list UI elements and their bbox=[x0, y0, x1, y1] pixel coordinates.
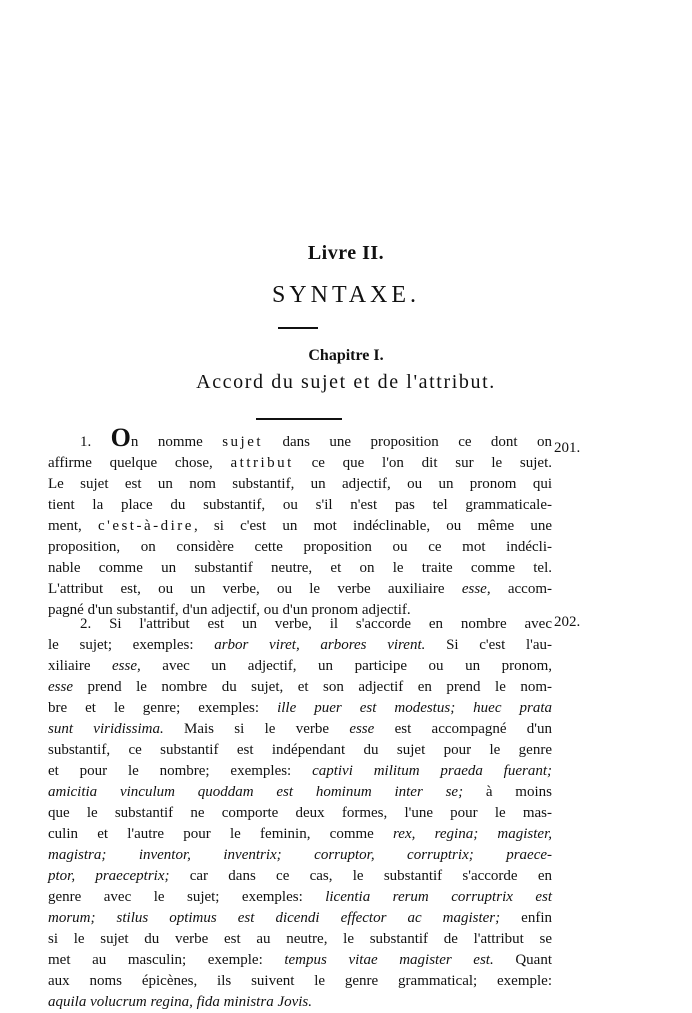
text-run: Si c'est l'au- bbox=[425, 637, 552, 653]
text-run: prend le nombre du sujet, et son adjectif en prend le nom- bbox=[73, 679, 552, 695]
book-heading: Livre II. bbox=[307, 242, 385, 264]
text-run: Si l'attribut est un verbe, il s'accorde en nombre avec bbox=[91, 616, 552, 632]
text-run: ce que l'on dit sur le sujet. bbox=[293, 455, 552, 471]
margin-number-202: 202. bbox=[554, 614, 581, 630]
latin-example: morum; stilus optimus est dicendi effector ac magister; bbox=[48, 910, 501, 926]
chapter-heading: Chapitre I. bbox=[308, 347, 384, 364]
text-run: xiliaire bbox=[48, 658, 113, 674]
chapter-title: Accord du sujet et de l'attribut. bbox=[196, 371, 496, 393]
paragraph-number: 1. bbox=[80, 434, 92, 450]
paragraph-line: substantif, ce substantif est indépendant du sujet pour le genre bbox=[48, 742, 552, 758]
latin-example: aquila volucrum regina, fida ministra Jovis. bbox=[48, 994, 313, 1010]
text-run: Quant bbox=[493, 952, 552, 968]
paragraph-line bbox=[48, 516, 552, 537]
paragraph-line bbox=[48, 614, 552, 635]
heading-divider bbox=[278, 327, 318, 329]
text-run: Mais si le verbe bbox=[163, 721, 350, 737]
paragraph-line: Le sujet est un nom substantif, un adjectif, ou un pronom qui bbox=[48, 476, 552, 492]
latin-example: esse bbox=[112, 658, 138, 674]
paragraph-line: que le substantif ne comporte deux formes, l'une pour le mas- bbox=[48, 805, 552, 821]
latin-example: esse bbox=[48, 679, 73, 695]
paragraph-line: nable comme un substantif neutre, et on le traite comme tel. bbox=[48, 560, 552, 576]
latin-example: ille puer est modestus; huec prata bbox=[277, 700, 552, 716]
drop-cap: O bbox=[110, 423, 131, 452]
paragraph-line bbox=[48, 866, 552, 887]
paragraph-line bbox=[48, 887, 552, 908]
paragraph-line bbox=[48, 698, 552, 719]
margin-number-201: 201. bbox=[554, 440, 581, 456]
latin-example: tempus vitae magister est. bbox=[284, 952, 494, 968]
term-attribut: attribut bbox=[230, 455, 294, 471]
paragraph-line bbox=[48, 824, 552, 845]
text-run: et pour le nombre; exemples: bbox=[48, 763, 313, 779]
paragraph-line bbox=[48, 423, 552, 453]
paragraph-line bbox=[48, 635, 552, 656]
term-c-est-a-dire: c'est-à-dire bbox=[97, 518, 194, 534]
latin-example: rex, regina; magister, bbox=[393, 826, 552, 842]
latin-example: ptor, praeceptrix; bbox=[48, 868, 170, 884]
text-run: L'attribut est, ou un verbe, ou le verbe auxiliaire bbox=[48, 581, 462, 597]
latin-example: esse bbox=[349, 721, 375, 737]
latin-example: arbor viret, arbores virent. bbox=[214, 637, 426, 653]
paragraph-line: si le sujet du verbe est au neutre, le substantif de l'attribut se bbox=[48, 931, 552, 947]
text-run: culin et l'autre pour le feminin, comme bbox=[48, 826, 394, 842]
text-run: , avec un adjectif, un participe ou un pronom, bbox=[137, 658, 553, 674]
paragraph-number: 2. bbox=[80, 616, 92, 632]
text-run: affirme quelque chose, bbox=[48, 455, 231, 471]
part-heading: SYNTAXE. bbox=[271, 282, 421, 308]
paragraph-line: tient la place du substantif, ou s'il n'est pas tel grammaticale- bbox=[48, 497, 552, 513]
paragraph-line bbox=[48, 677, 552, 698]
text-run: à moins bbox=[463, 784, 552, 800]
chapter-divider bbox=[256, 418, 342, 420]
text-run: met au masculin; exemple: bbox=[48, 952, 285, 968]
text-run: ment, bbox=[48, 518, 98, 534]
paragraph-2 bbox=[48, 614, 552, 1013]
paragraph-line: pagné d'un substantif, d'un adjectif, ou d'un pronom adjectif. bbox=[48, 602, 411, 618]
paragraph-line bbox=[48, 908, 552, 929]
term-sujet: sujet bbox=[222, 434, 264, 450]
paragraph-line bbox=[48, 579, 552, 600]
text-run: car dans ce cas, le substantif s'accorde en bbox=[169, 868, 552, 884]
paragraph-line: aux noms épicènes, ils suivent le genre grammatical; exemple: bbox=[48, 973, 552, 989]
paragraph-line bbox=[48, 845, 552, 866]
text-run: , accom- bbox=[486, 581, 552, 597]
text-run: dans une proposition ce dont on bbox=[263, 434, 552, 450]
latin-example: licentia rerum corruptrix est bbox=[325, 889, 553, 905]
latin-example: sunt viridissima. bbox=[48, 721, 164, 737]
text-run: genre avec le sujet; exemples: bbox=[48, 889, 326, 905]
text-run: , si c'est un mot indéclinable, ou même une bbox=[193, 518, 552, 534]
latin-example: captivi militum praeda fuerant; bbox=[312, 763, 552, 779]
paragraph-line bbox=[48, 761, 552, 782]
paragraph-line bbox=[48, 719, 552, 740]
paragraph-1 bbox=[48, 423, 552, 621]
text-run: enfin bbox=[500, 910, 552, 926]
latin-example: esse bbox=[461, 581, 487, 597]
paragraph-line bbox=[48, 656, 552, 677]
latin-example: magistra; inventor, inventrix; corruptor, corruptrix; praece- bbox=[48, 847, 552, 863]
latin-example: amicitia vinculum quoddam est hominum inter se; bbox=[48, 784, 464, 800]
text-run: est accompagné d'un bbox=[374, 721, 552, 737]
paragraph-line bbox=[48, 453, 552, 474]
text-run: bre et le genre; exemples: bbox=[48, 700, 278, 716]
text-run: le sujet; exemples: bbox=[48, 637, 215, 653]
paragraph-line: proposition, on considère cette proposition ou ce mot indécli- bbox=[48, 539, 552, 555]
paragraph-line bbox=[48, 782, 552, 803]
paragraph-line bbox=[48, 992, 552, 1013]
text-run: n nomme bbox=[130, 434, 223, 450]
paragraph-line bbox=[48, 950, 552, 971]
